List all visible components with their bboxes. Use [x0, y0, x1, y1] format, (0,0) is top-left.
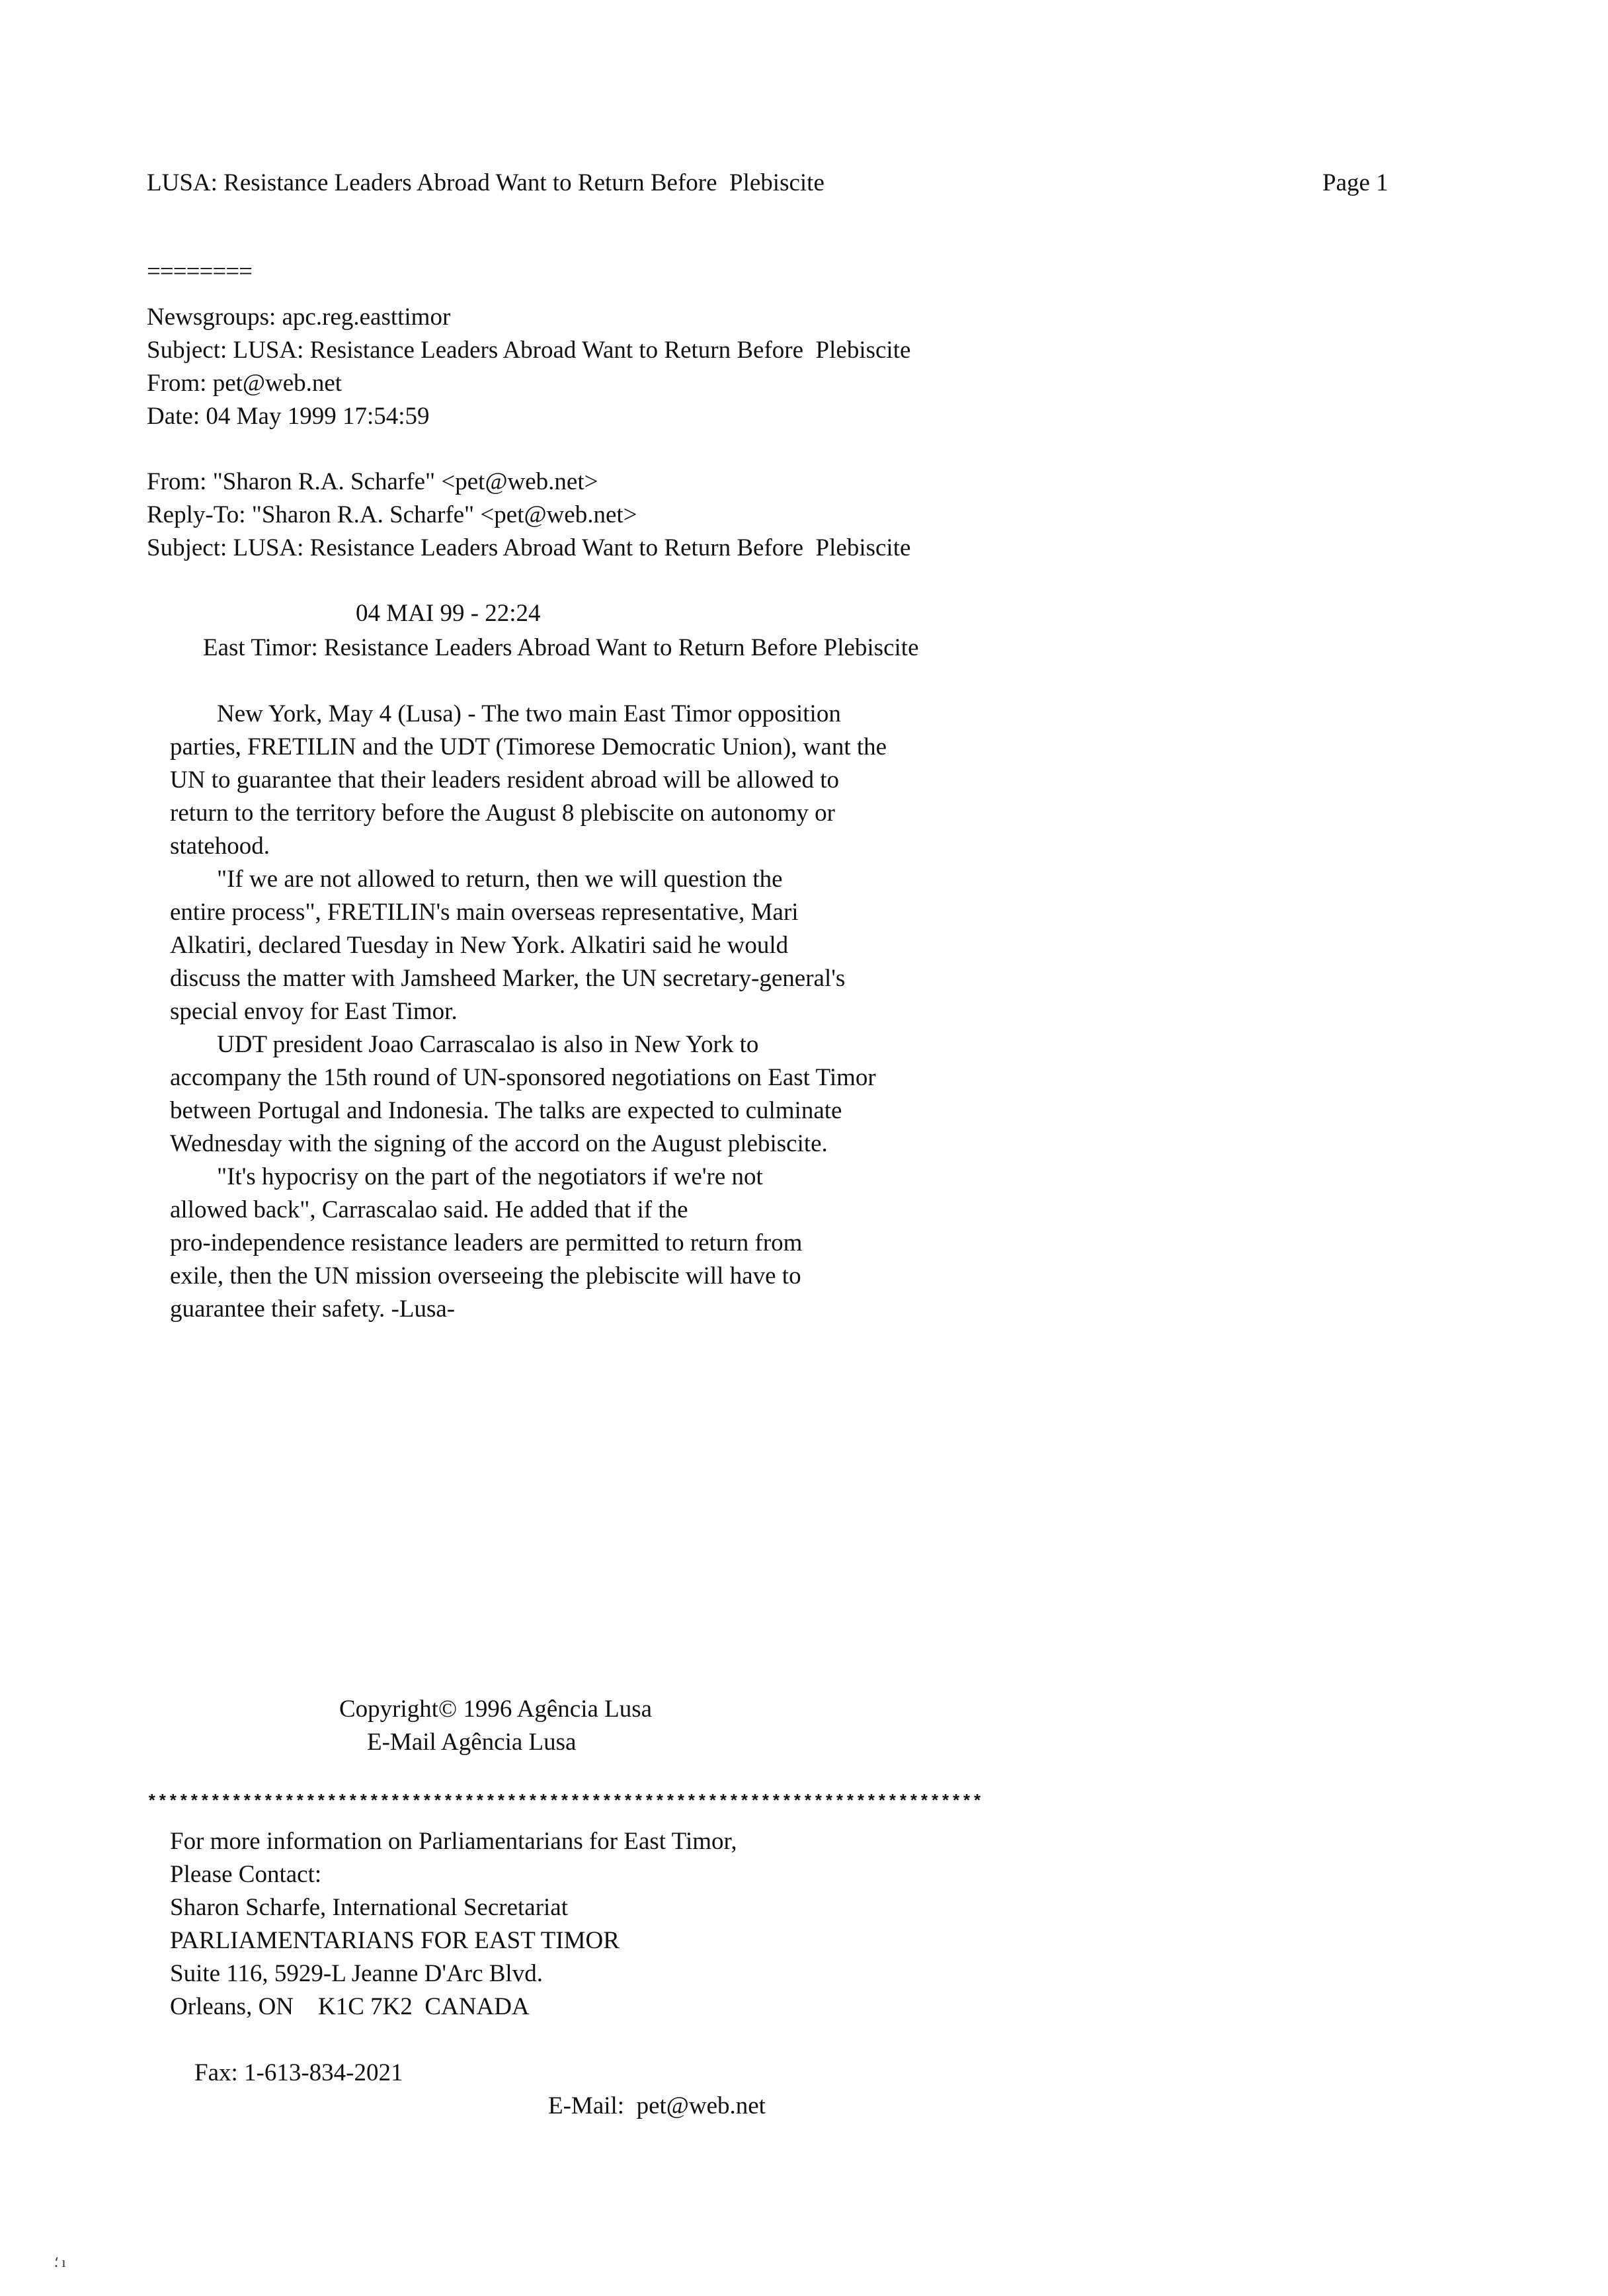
- article-line: allowed back", Carrascalao said. He added that if the: [170, 1196, 688, 1223]
- page-number: Page 1: [1322, 169, 1388, 196]
- page-header-title: LUSA: Resistance Leaders Abroad Want to Return Before Plebiscite: [147, 169, 824, 196]
- article-headline: East Timor: Resistance Leaders Abroad Want to Return Before Plebiscite: [203, 634, 919, 661]
- article-line: New York, May 4 (Lusa) - The two main East Timor opposition: [217, 700, 841, 727]
- article-line: exile, then the UN mission overseeing the plebiscite will have to: [170, 1262, 801, 1290]
- article-body: [170, 698, 887, 1326]
- copyright-email-line: E-Mail Agência Lusa: [367, 1729, 577, 1756]
- from-line: From: pet@web.net: [147, 370, 342, 397]
- separator-rule: ========: [147, 258, 252, 285]
- article-line: "If we are not allowed to return, then we will question the: [217, 866, 783, 893]
- contact-line: PARLIAMENTARIANS FOR EAST TIMOR: [170, 1927, 620, 1954]
- article-line: "It's hypocrisy on the part of the negotiators if we're not: [217, 1163, 763, 1190]
- article-line: Alkatiri, declared Tuesday in New York. Alkatiri said he would: [170, 932, 789, 959]
- article-line: accompany the 15th round of UN-sponsored negotiations on East Timor: [170, 1064, 876, 1091]
- newsgroups-line: Newsgroups: apc.reg.easttimor: [147, 304, 451, 331]
- reply-header: [147, 466, 910, 565]
- reply-to-line: Reply-To: "Sharon R.A. Scharfe" <pet@web.net>: [147, 501, 637, 528]
- copyright-block: [339, 1693, 652, 1759]
- contact-line: For more information on Parliamentarians for East Timor,: [170, 1828, 737, 1855]
- article-line: parties, FRETILIN and the UDT (Timorese Democratic Union), want the: [170, 733, 887, 760]
- reply-subject-line: Subject: LUSA: Resistance Leaders Abroad Want to Return Before Plebiscite: [147, 534, 911, 561]
- article-line: entire process", FRETILIN's main overseas representative, Mari: [170, 899, 799, 926]
- fax-number: Fax: 1-613-834-2021: [194, 2059, 403, 2086]
- article-line: UDT president Joao Carrascalao is also in New York to: [217, 1031, 759, 1058]
- fax-email-line: [170, 2024, 766, 2156]
- article-line: return to the territory before the August 8 plebiscite on autonomy or: [170, 800, 835, 827]
- article-line: guarantee their safety. -Lusa-: [170, 1295, 456, 1323]
- article-line: between Portugal and Indonesia. The talks are expected to culminate: [170, 1097, 842, 1124]
- date-line: Date: 04 May 1999 17:54:59: [147, 403, 430, 430]
- subject-line: Subject: LUSA: Resistance Leaders Abroad Want to Return Before Plebiscite: [147, 337, 911, 364]
- contact-email: E-Mail: pet@web.net: [548, 2092, 766, 2119]
- article-dateline: 04 MAI 99 - 22:24: [356, 600, 541, 627]
- contact-line: Orleans, ON K1C 7K2 CANADA: [170, 1993, 530, 2020]
- contact-line: Please Contact:: [170, 1861, 322, 1888]
- contact-block: [170, 1825, 766, 2156]
- article-line: pro-independence resistance leaders are permitted to return from: [170, 1229, 803, 1256]
- article-line: statehood.: [170, 833, 270, 860]
- reply-from-line: From: "Sharon R.A. Scharfe" <pet@web.net>: [147, 468, 598, 495]
- article-line: special envoy for East Timor.: [170, 998, 458, 1025]
- message-header: [147, 301, 910, 433]
- margin-marks: ⸵ ı: [54, 2254, 66, 2270]
- star-rule: *******************************************************************************: [147, 1792, 983, 1812]
- article-line: UN to guarantee that their leaders resident abroad will be allowed to: [170, 766, 839, 794]
- article-line: Wednesday with the signing of the accord on the August plebiscite.: [170, 1130, 828, 1157]
- copyright-line: Copyright© 1996 Agência Lusa: [339, 1696, 653, 1723]
- contact-line: Sharon Scharfe, International Secretariat: [170, 1894, 569, 1921]
- article-line: discuss the matter with Jamsheed Marker, the UN secretary-general's: [170, 965, 846, 992]
- contact-line: Suite 116, 5929-L Jeanne D'Arc Blvd.: [170, 1960, 543, 1987]
